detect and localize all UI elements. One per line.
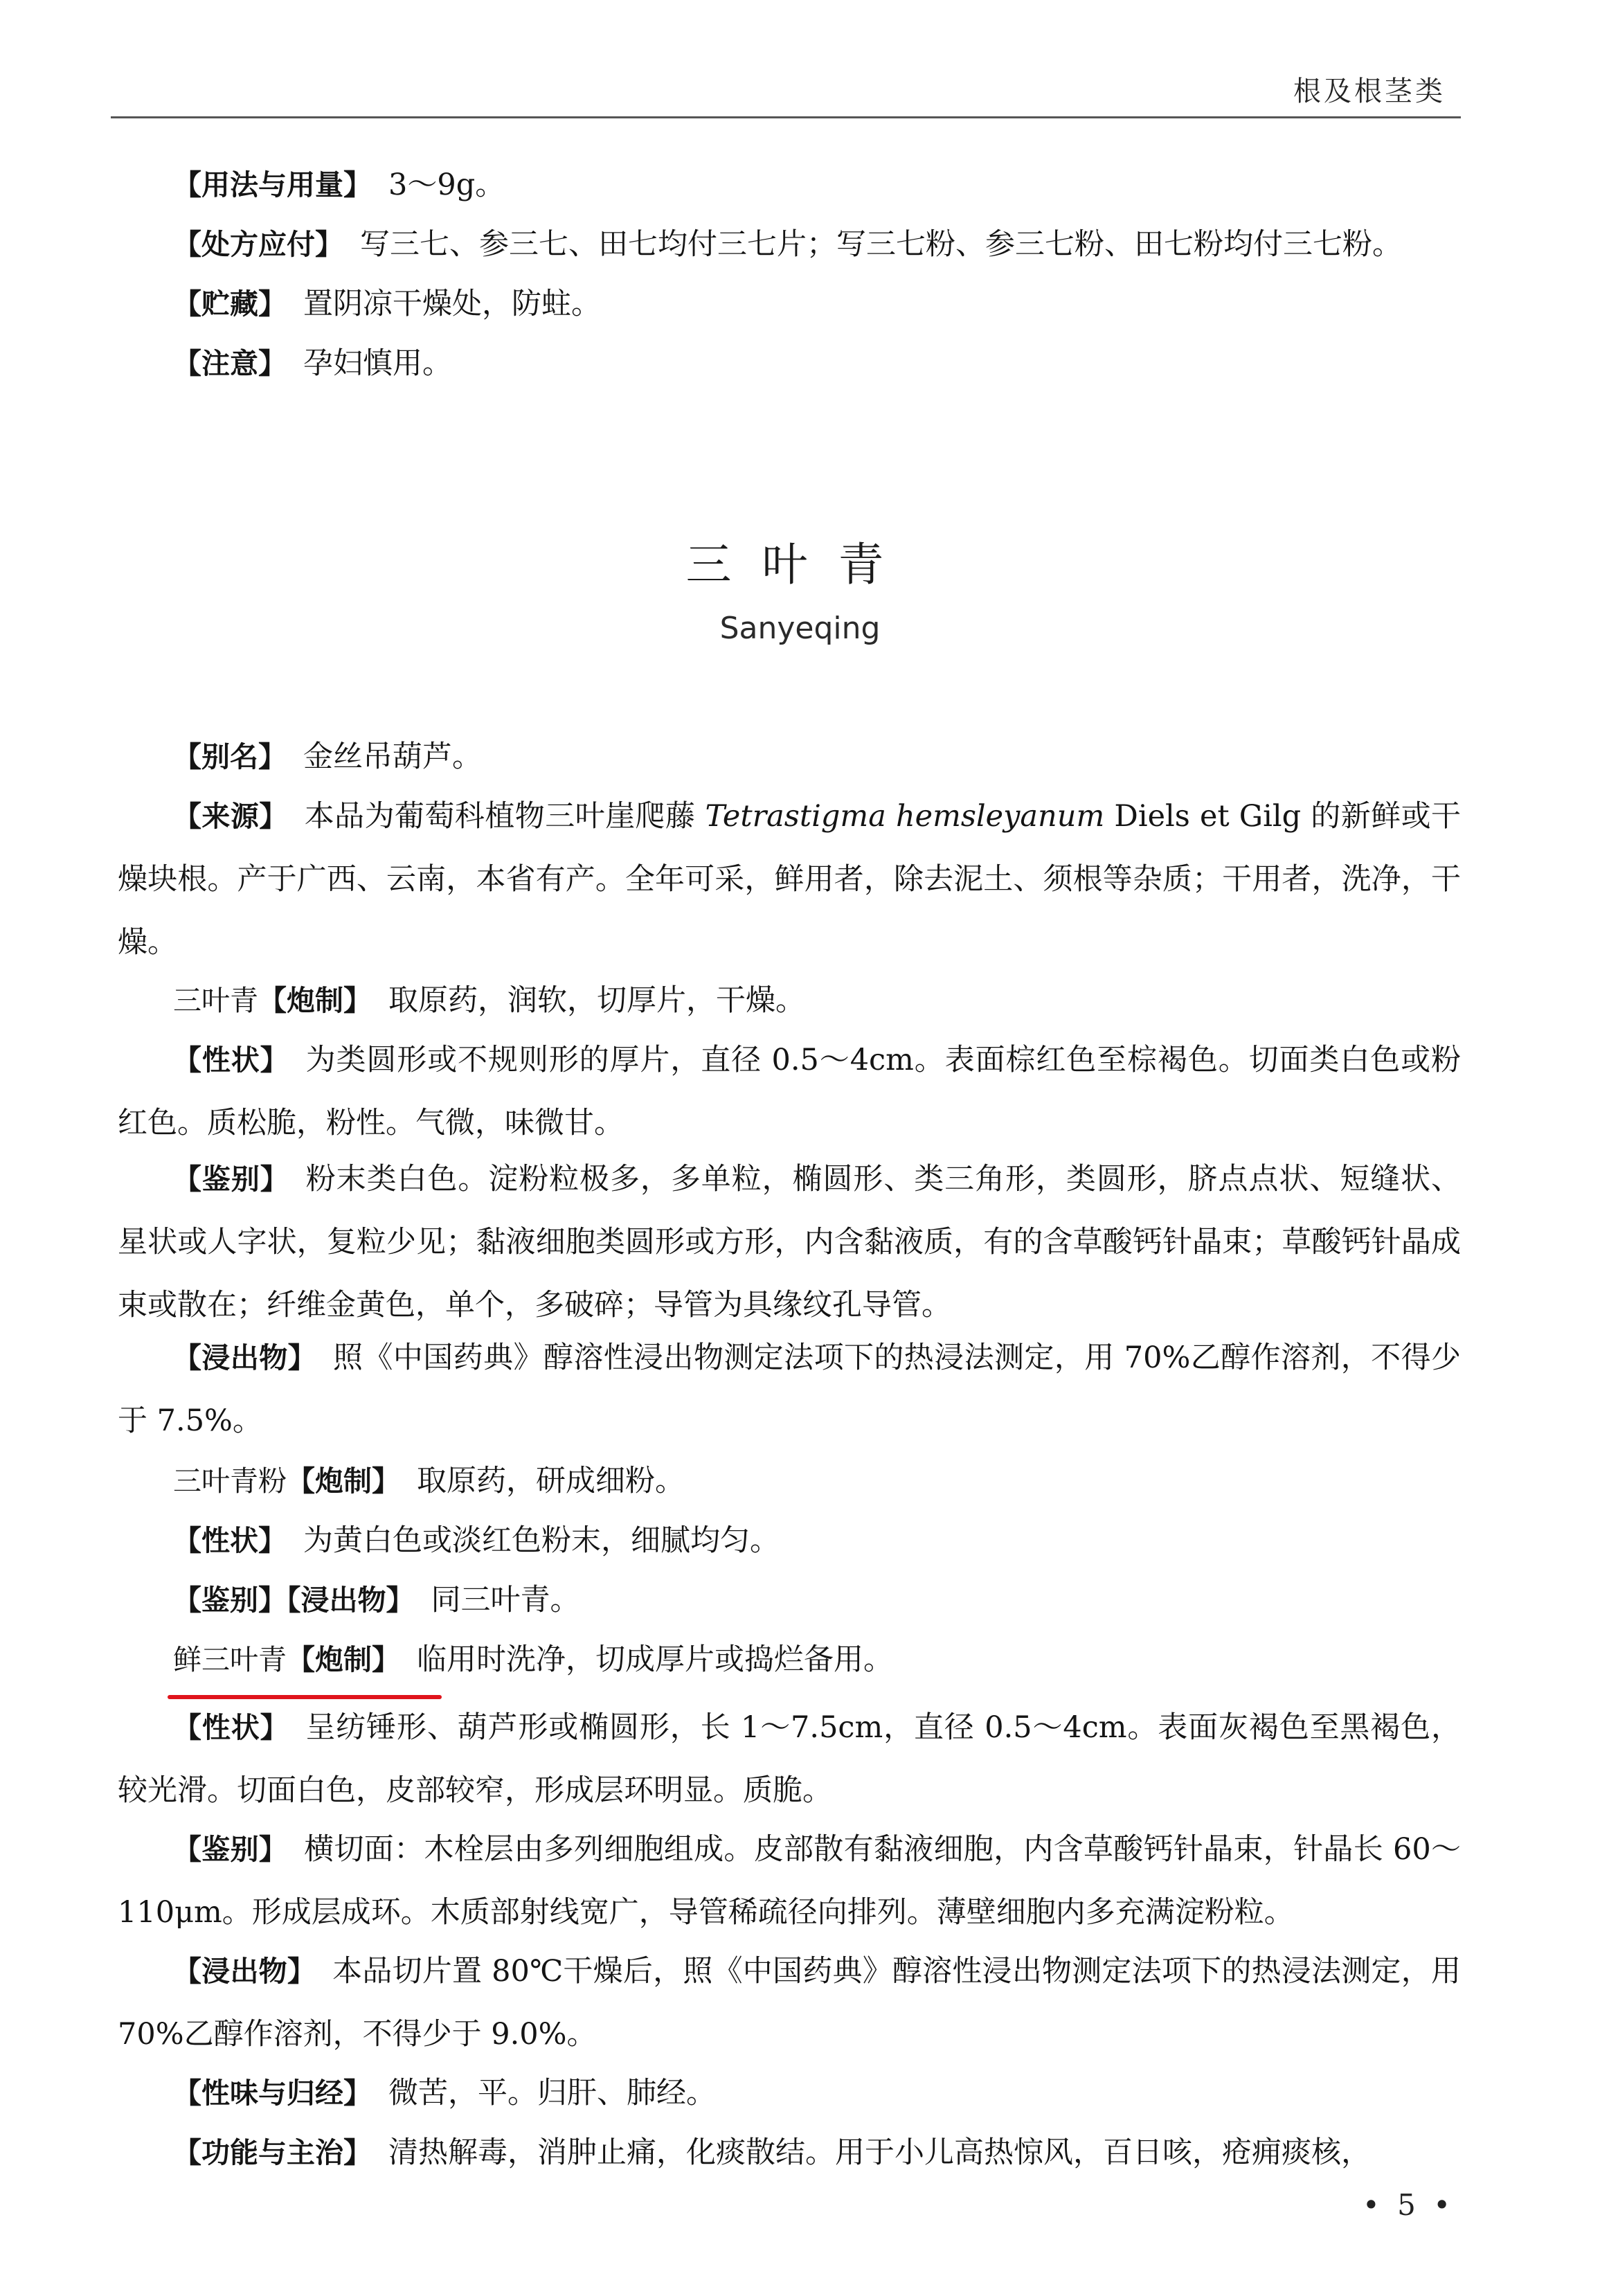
entry-pinyin: Sanyeqing — [719, 611, 881, 646]
section-2-identification-text: 同三叶青。 — [431, 1583, 580, 1617]
section-2-prefix: 三叶青粉 — [173, 1464, 287, 1498]
section-1-processing — [118, 969, 1461, 1032]
section-3-processing-label: 【炮制】 — [287, 1643, 400, 1676]
section-3-processing-text: 临用时洗净，切成厚片或捣烂备用。 — [417, 1642, 893, 1677]
section-2-description-text: 为黄白色或淡红色粉末，细腻均匀。 — [303, 1523, 780, 1558]
prescription-label: 【处方应付】 — [173, 228, 343, 261]
source-latin-name: Tetrastigma hemsleyanum — [705, 799, 1105, 834]
source-text-after: Diels et Gilg 的新鲜或干燥块根。产于广西、云南，本省有产。全年可采，鲜用者，除去泥土、须根等杂质；干用者，洗净，干燥。 — [118, 799, 1462, 960]
usage-dosage-para — [118, 154, 1461, 217]
section-3-identification-text: 横切面：木栓层由多列细胞组成。皮部散有黏液细胞，内含草酸钙针晶束，针晶长 60～110μm。形成层成环。木质部射线宽广，导管稀疏径向排列。薄壁细胞内多充满淀粉粒。 — [118, 1832, 1461, 1930]
prescription-para — [118, 213, 1461, 276]
usage-dosage-text: 3～9g。 — [388, 168, 505, 202]
section-2-description — [118, 1509, 1461, 1572]
section-2-identification-label: 【鉴别】【浸出物】 — [173, 1584, 415, 1617]
page-number: • 5 • — [1363, 2188, 1455, 2222]
properties-para — [118, 2062, 1461, 2125]
source-para — [118, 785, 1461, 974]
section-1-identification — [118, 1148, 1461, 1337]
section-2-processing-text: 取原药，研成细粉。 — [417, 1464, 685, 1498]
section-2-identification — [118, 1569, 1461, 1632]
usage-dosage-label: 【用法与用量】 — [173, 168, 372, 201]
functions-label: 【功能与主治】 — [173, 2136, 372, 2169]
section-1-processing-label: 【炮制】 — [258, 984, 372, 1017]
section-1-identification-label: 【鉴别】 — [173, 1163, 289, 1196]
properties-text: 微苦，平。归肝、肺经。 — [388, 2076, 716, 2110]
caution-text: 孕妇慎用。 — [303, 346, 452, 381]
alias-text: 金丝吊葫芦。 — [303, 739, 482, 774]
section-3-extract-label: 【浸出物】 — [173, 1955, 316, 1988]
section-2-processing — [118, 1450, 1461, 1513]
alias-para — [118, 726, 1461, 789]
section-3-identification-label: 【鉴别】 — [173, 1833, 288, 1866]
section-3-extract — [118, 1940, 1461, 2066]
functions-text: 清热解毒，消肿止痛，化痰散结。用于小儿高热惊风，百日咳，疮痈痰核， — [388, 2135, 1371, 2170]
section-3-prefix: 鲜三叶青 — [173, 1643, 287, 1676]
prescription-text: 写三七、参三七、田七均付三七片；写三七粉、参三七粉、田七粉均付三七粉。 — [360, 227, 1402, 262]
storage-label: 【贮藏】 — [173, 287, 287, 321]
section-1-processing-text: 取原药，润软，切厚片，干燥。 — [388, 983, 805, 1018]
properties-label: 【性味与归经】 — [173, 2077, 372, 2110]
entry-title: 三叶青 — [685, 538, 915, 591]
section-1-extract — [118, 1327, 1461, 1453]
section-2-processing-label: 【炮制】 — [287, 1464, 400, 1498]
section-3-identification — [118, 1818, 1461, 1944]
section-3-extract-text: 本品切片置 80℃干燥后，照《中国药典》醇溶性浸出物测定法项下的热浸法测定，用 70%乙醇作溶剂，不得少于 9.0%。 — [118, 1954, 1461, 2052]
section-1-description — [118, 1029, 1461, 1155]
section-3-description-label: 【性状】 — [173, 1711, 289, 1744]
storage-text: 置阴凉干燥处，防蛀。 — [303, 287, 601, 321]
source-text-before: 本品为葡萄科植物三叶崖爬藤 — [304, 799, 705, 834]
section-1-description-text: 为类圆形或不规则形的厚片，直径 0.5～4cm。表面棕红色至棕褐色。切面类白色或粉红色。质松脆，粉性。气微，味微甘。 — [118, 1043, 1461, 1140]
functions-para — [118, 2122, 1461, 2185]
header-rule — [111, 116, 1461, 118]
section-1-identification-text: 粉末类白色。淀粉粒极多，多单粒，椭圆形、类三角形，类圆形，脐点点状、短缝状、星状或人字状，复粒少见；黏液细胞类圆形或方形，内含黏液质，有的含草酸钙针晶束；草酸钙针晶成束或散在；纤维金黄色，单个，多破碎；导管为具缘纹孔导管。 — [118, 1162, 1462, 1322]
caution-label: 【注意】 — [173, 347, 287, 380]
section-3-description — [118, 1696, 1461, 1822]
storage-para — [118, 273, 1461, 336]
section-3-description-text: 呈纺锤形、葫芦形或椭圆形，长 1～7.5cm，直径 0.5～4cm。表面灰褐色至黑褐色，较光滑。切面白色，皮部较窄，形成层环明显。质脆。 — [118, 1710, 1461, 1808]
section-1-prefix: 三叶青 — [173, 984, 258, 1017]
section-1-extract-text: 照《中国药典》醇溶性浸出物测定法项下的热浸法测定，用 70%乙醇作溶剂，不得少于 7.5%。 — [118, 1340, 1461, 1438]
caution-para — [118, 332, 1461, 395]
section-1-extract-label: 【浸出物】 — [173, 1341, 317, 1374]
alias-label: 【别名】 — [173, 740, 287, 773]
running-header: 根及根茎类 — [1293, 75, 1446, 107]
source-label: 【来源】 — [173, 800, 288, 833]
section-1-description-label: 【性状】 — [173, 1043, 289, 1077]
section-2-description-label: 【性状】 — [173, 1524, 287, 1557]
section-3-processing — [118, 1629, 1461, 1692]
